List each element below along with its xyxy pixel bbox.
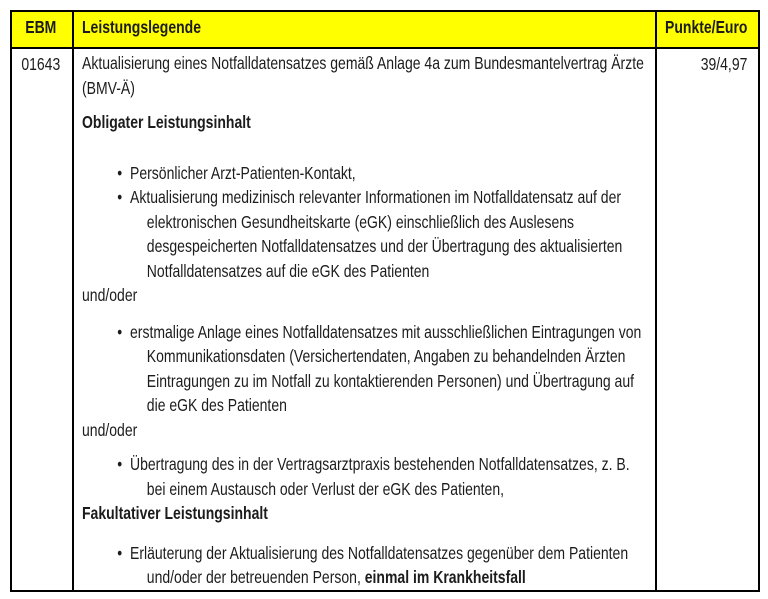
header-cell-leistungslegende bbox=[73, 11, 656, 48]
obligatory-bullet-list bbox=[82, 161, 647, 284]
table-row bbox=[11, 48, 759, 591]
list-item: • erstmalige Anlage eines Notfalldatensatzes mit ausschließlichen Eintragungen von Kommunikationsdaten (Versichertendaten, Angaben zu behandelnden Ärzten Eintragungen zu im Notfall zu kontaktierenden Personen) und Übertragung auf die eGK des Patienten bbox=[82, 320, 647, 418]
list-item-bold-text: einmal im Krankheitsfall bbox=[364, 567, 526, 587]
ebm-fee-table bbox=[10, 10, 760, 592]
header-cell-ebm bbox=[11, 11, 73, 48]
facultative-content-heading: Fakultativer Leistungsinhalt bbox=[82, 503, 268, 523]
alternative-bullet-list-2 bbox=[82, 452, 647, 501]
alternative-bullet-list-1 bbox=[82, 320, 647, 418]
header-label-ebm: EBM bbox=[25, 17, 57, 37]
header-label-leistungslegende: Leistungslegende bbox=[82, 17, 202, 37]
header-cell-punkte-euro bbox=[656, 11, 759, 48]
and-or-connector: und/oder bbox=[82, 419, 138, 440]
facultative-bullet-list bbox=[82, 541, 647, 590]
and-or-connector: und/oder bbox=[82, 285, 138, 305]
list-item-text: Erläuterung der Aktualisierung des Notfalldatensatzes gegenüber dem Patienten und/oder der betreuenden Person, bbox=[130, 542, 629, 587]
table-header-row bbox=[11, 11, 759, 48]
points-euro-cell bbox=[656, 48, 759, 591]
obligatory-content-heading: Obligater Leistungsinhalt bbox=[82, 112, 251, 132]
service-description-intro: Aktualisierung eines Notfalldatensatzes gemäß Anlage 4a zum Bundesmantelvertrag Ärzte (BMV-Ä) bbox=[82, 53, 644, 98]
list-item: • Persönlicher Arzt-Patienten-Kontakt, bbox=[82, 161, 647, 186]
list-item bbox=[82, 541, 647, 590]
ebm-code: 01643 bbox=[21, 54, 61, 74]
list-item: • Aktualisierung medizinisch relevanter Informationen im Notfalldatensatz auf der elektronischen Gesundheitskarte (eGK) einschließlich des Auslesens desgespeicherten Notfalldatensatzes und der Übertragung des aktualisierten Notfalldatensatzes auf die eGK des Patienten bbox=[82, 185, 647, 283]
list-item: • Übertragung des in der Vertragsarztpraxis bestehenden Notfalldatensatzes, z. B. bei einem Austausch oder Verlust der eGK des Patienten, bbox=[82, 452, 647, 501]
header-label-punkte-euro: Punkte/Euro bbox=[665, 17, 748, 37]
points-euro-value: 39/4,97 bbox=[700, 54, 748, 74]
ebm-code-cell bbox=[11, 48, 73, 591]
leistungslegende-cell bbox=[73, 48, 656, 591]
